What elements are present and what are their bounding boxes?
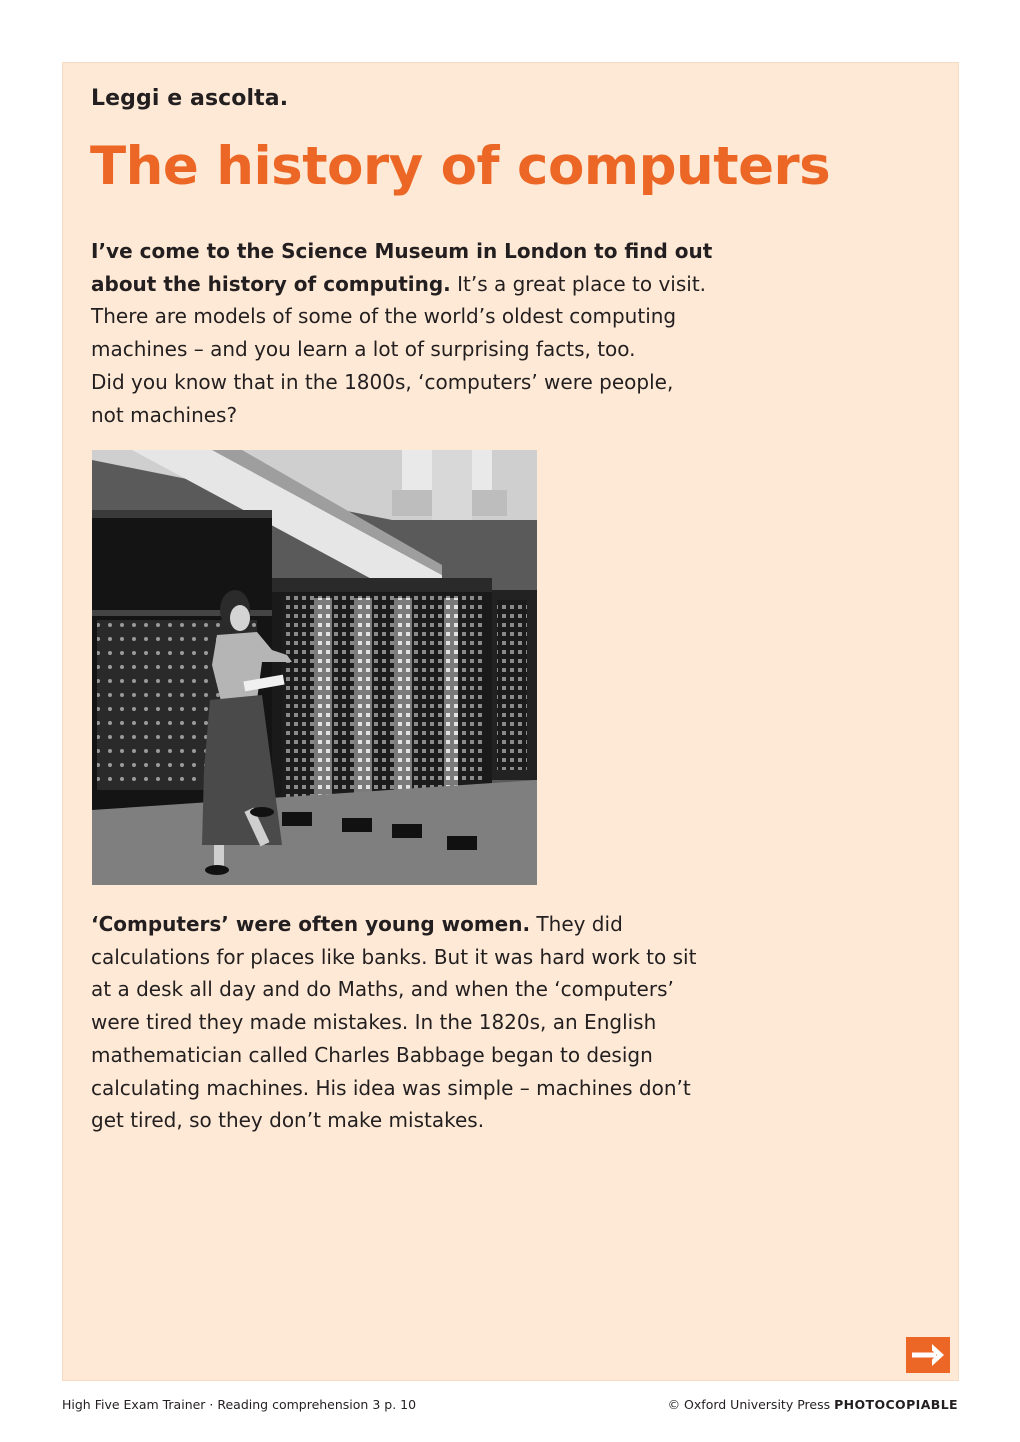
- paragraph-text: It’s a great place to visit.: [450, 271, 707, 296]
- paragraph-line: [91, 908, 771, 941]
- paragraph-line: at a desk all day and do Maths, and when the ‘computers’: [91, 977, 674, 1002]
- main-paragraph: [91, 908, 771, 1137]
- paragraph-line: mathematician called Charles Babbage began to design: [91, 1042, 653, 1067]
- paragraph-line: machines – and you learn a lot of surprising facts, too.: [91, 337, 636, 362]
- instruction: Leggi e ascolta.: [91, 86, 289, 111]
- paragraph-line: There are models of some of the world’s oldest computing: [91, 304, 677, 329]
- eniac-photo: [92, 450, 537, 885]
- photocopiable-label: PHOTOCOPIABLE: [834, 1397, 958, 1412]
- footer-right: [668, 1397, 958, 1412]
- paragraph-line: were tired they made mistakes. In the 1820s, an English: [91, 1010, 657, 1035]
- page-title: The history of computers: [90, 136, 831, 197]
- paragraph-line: [91, 235, 771, 268]
- intro-paragraph: [91, 235, 771, 431]
- paragraph-line: [91, 268, 771, 301]
- arrow-right-icon: [906, 1337, 950, 1373]
- paragraph-text: They did: [530, 912, 623, 936]
- copyright-text: © Oxford University Press: [667, 1397, 835, 1412]
- bold-text: ‘Computers’ were often young women.: [91, 912, 531, 936]
- paragraph-line: Did you know that in the 1800s, ‘computers’ were people,: [91, 369, 674, 394]
- paragraph-line: get tired, so they don’t make mistakes.: [91, 1108, 485, 1133]
- next-page-button[interactable]: [906, 1337, 950, 1373]
- paragraph-line: not machines?: [91, 402, 238, 427]
- footer-left: High Five Exam Trainer · Reading comprehension 3 p. 10: [62, 1397, 417, 1412]
- paragraph-line: calculating machines. His idea was simple – machines don’t: [91, 1075, 691, 1100]
- bold-text: about the history of computing.: [91, 271, 451, 296]
- bold-text: I’ve come to the Science Museum in London to find out: [91, 239, 713, 263]
- paragraph-line: calculations for places like banks. But it was hard work to sit: [91, 944, 697, 969]
